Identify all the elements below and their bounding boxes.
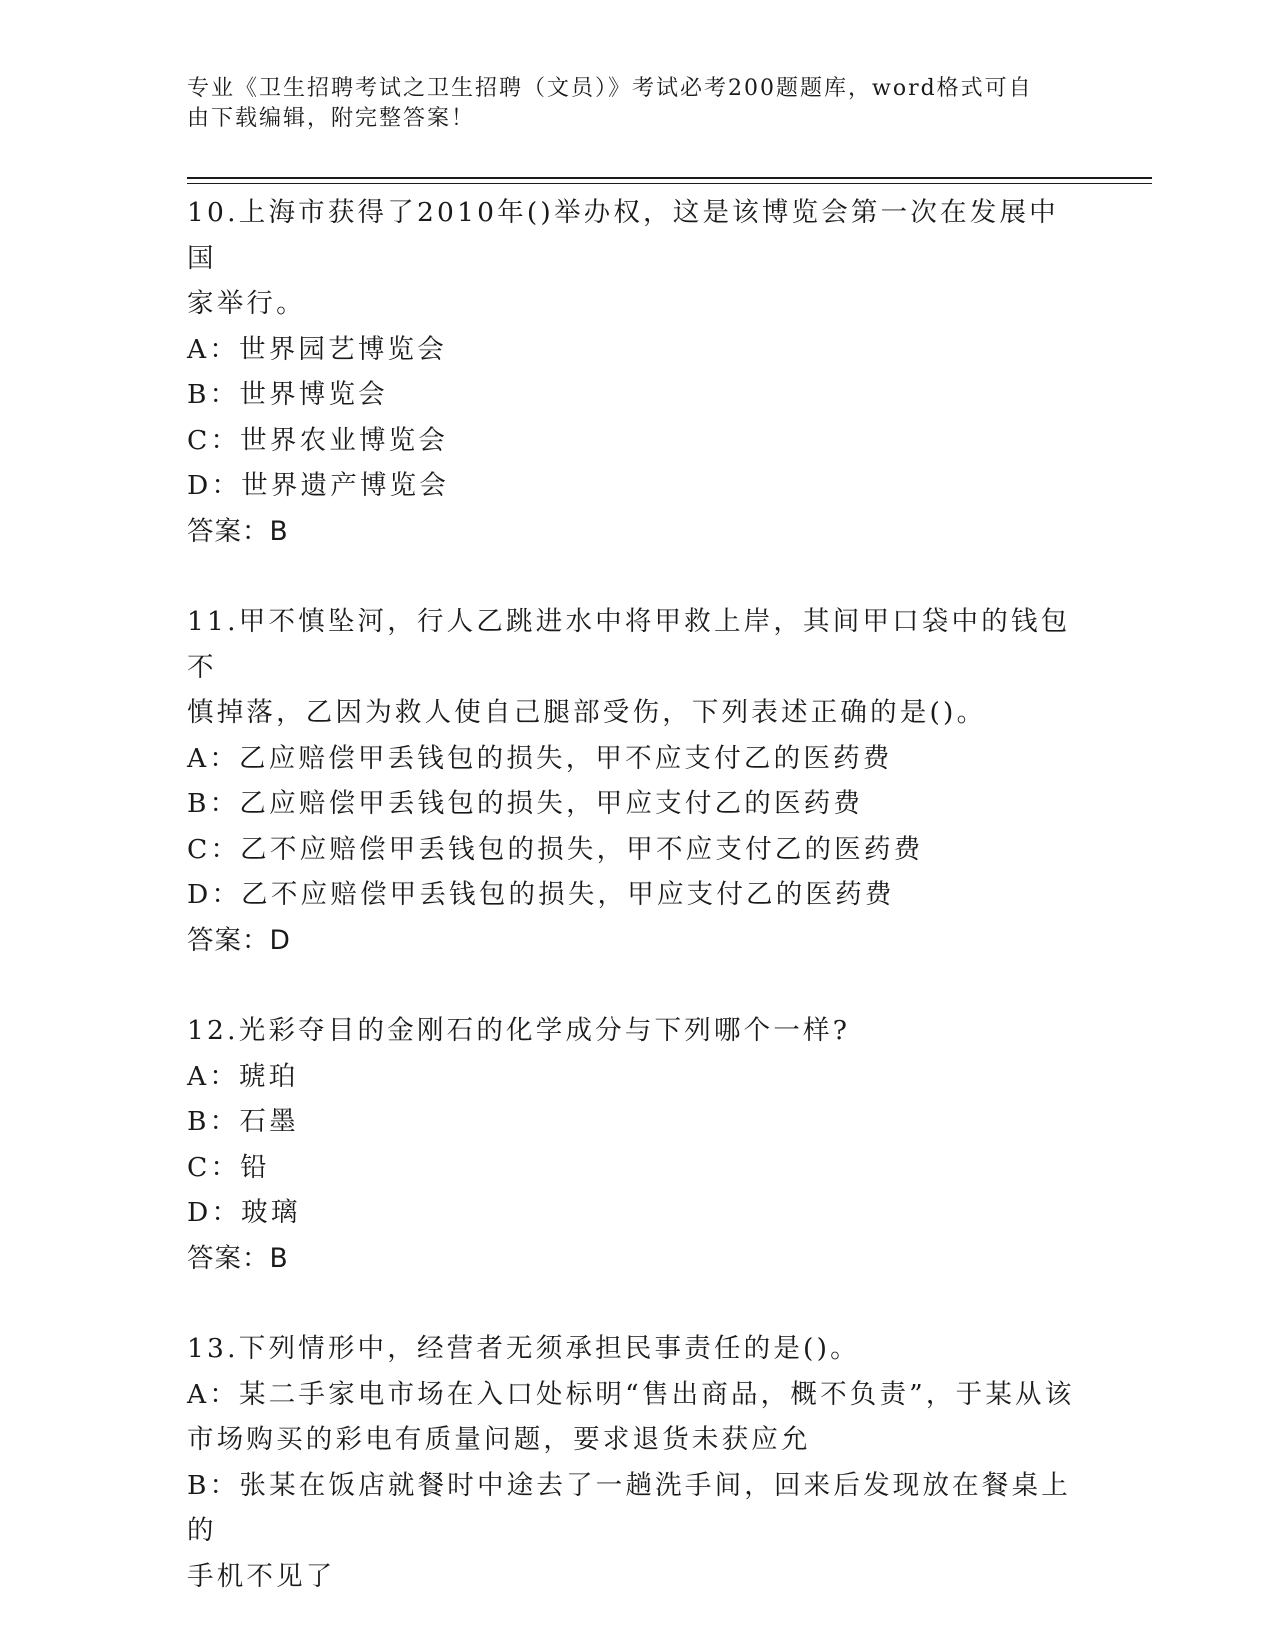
header-divider-thin — [187, 183, 1152, 184]
option-b: B：张某在饭店就餐时中途去了一趟洗手间，回来后发现放在餐桌上的 — [187, 1469, 1071, 1546]
question-11 — [187, 599, 1077, 963]
answer-line: 答案：B — [187, 1242, 289, 1274]
answer-line: 答案：D — [187, 924, 291, 956]
option-a-continued: 市场购买的彩电有质量问题，要求退货未获应允 — [187, 1424, 811, 1455]
option-c: C：乙不应赔偿甲丢钱包的损失，甲不应支付乙的医药费 — [187, 833, 924, 865]
document-header — [187, 74, 1067, 134]
question-10 — [187, 190, 1077, 554]
question-stem: 家举行。 — [187, 288, 306, 319]
option-c: C：世界农业博览会 — [187, 424, 449, 456]
option-d: D：世界遗产博览会 — [187, 470, 450, 501]
option-c: C：铅 — [187, 1151, 270, 1183]
answer-line: 答案：B — [187, 515, 289, 547]
question-stem: 慎掉落，乙因为救人使自己腿部受伤，下列表述正确的是()。 — [187, 697, 987, 728]
option-d: D：乙不应赔偿甲丢钱包的损失，甲应支付乙的医药费 — [187, 879, 895, 910]
question-stem: 13.下列情形中，经营者无须承担民事责任的是()。 — [187, 1333, 860, 1364]
option-a: A：乙应赔偿甲丢钱包的损失，甲不应支付乙的医药费 — [187, 742, 893, 774]
question-list — [187, 190, 1077, 1644]
option-a: A：琥珀 — [187, 1060, 299, 1092]
option-b: B：石墨 — [187, 1106, 299, 1137]
option-b: B：世界博览会 — [187, 379, 388, 410]
option-d: D：玻璃 — [187, 1197, 301, 1228]
question-stem: 11.甲不慎坠河，行人乙跳进水中将甲救上岸，其间甲口袋中的钱包不 — [187, 606, 1071, 683]
question-stem: 12.光彩夺目的金刚石的化学成分与下列哪个一样? — [187, 1015, 851, 1046]
option-b-continued: 手机不见了 — [187, 1560, 336, 1592]
question-13 — [187, 1326, 1077, 1599]
header-intro-line-2: 由下载编辑，附完整答案！ — [187, 106, 476, 131]
question-stem: 10.上海市获得了2010年()举办权，这是该博览会第一次在发展中国 — [187, 197, 1059, 274]
option-a: A：世界园艺博览会 — [187, 333, 447, 365]
option-b: B：乙应赔偿甲丢钱包的损失，甲应支付乙的医药费 — [187, 788, 864, 819]
header-intro-line-1: 专业《卫生招聘考试之卫生招聘（文员）》考试必考200题题库，word格式可自 — [187, 76, 1033, 101]
option-a: A：某二手家电市场在入口处标明“售出商品，概不负责”，于某从该 — [187, 1378, 1075, 1410]
question-12 — [187, 1008, 1077, 1281]
header-divider-thick — [187, 177, 1152, 179]
